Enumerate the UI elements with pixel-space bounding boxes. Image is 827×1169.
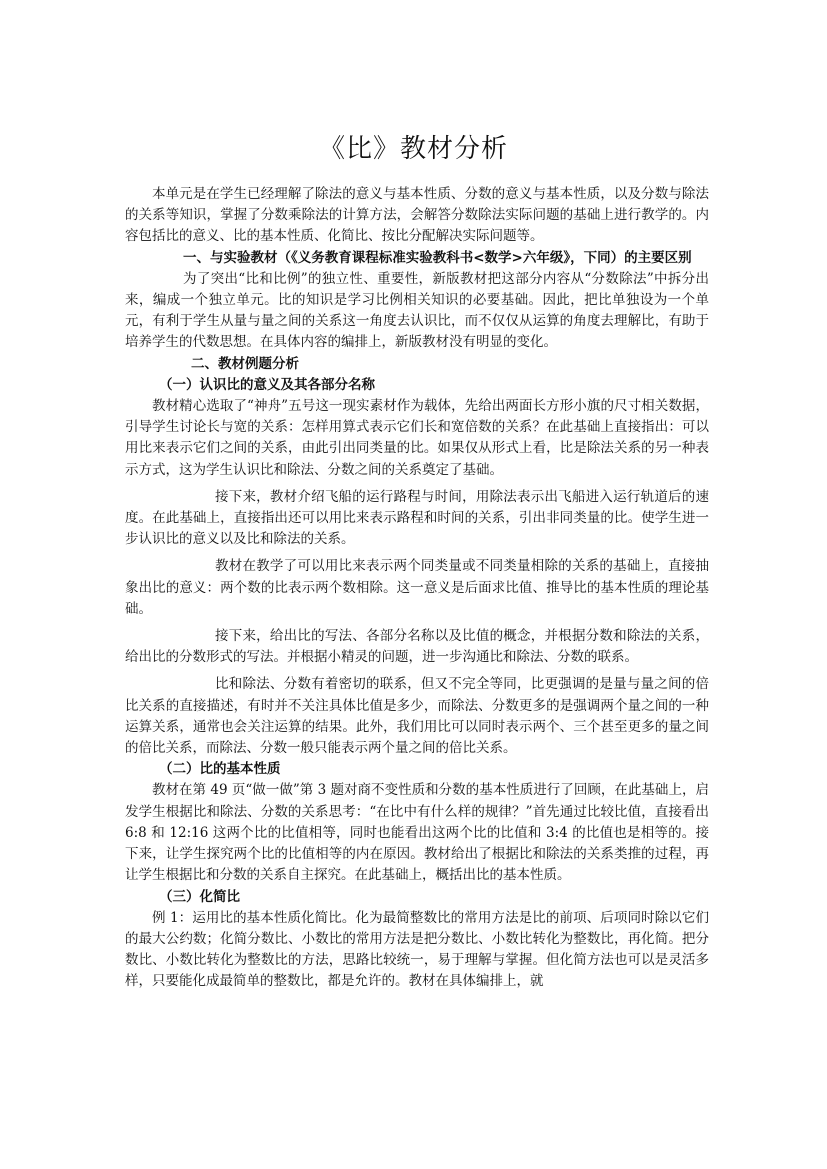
document-body [125,184,709,993]
subsection-1-heading: （一）认识比的意义及其各部分名称 [159,376,375,393]
intro-paragraph: 本单元是在学生已经理解了除法的意义与基本性质、分数的意义与基本性质，以及分数与除法的关系等知识，掌握了分数乘除法的计算方法，会解答分数除法实际问题的基础上进行教学的。内容包括比的意义、比的基本性质、化简比、按比分配解决实际问题等。 [125,186,709,245]
subsection-1-paragraph-1: 教材精心选取了“神舟”五号这一现实素材作为载体，先给出两面长方形小旗的尺寸相关数据，引导学生讨论长与宽的关系：怎样用算式表示它们长和宽倍数的关系？在此基础上直接指出：可以用比来表示它们之间的关系，由此引出同类量的比。如果仅从形式上看，比是除法关系的另一种表示方式，这为学生认识比和除法、分数之间的关系奠定了基础。 [125,398,709,478]
subsection-2-paragraph: 教材在第 49 页“做一做”第 3 题对商不变性质和分数的基本性质进行了回顾，在此基础上，启发学生根据比和除法、分数的关系思考：“在比中有什么样的规律？”首先通过比较比值，直接看出 6:8 和 12:16 这两个比的比值相等，同时也能看出这两个比的比值和 3:4 的比值也是相等的。接下来，让学生探究两个比的比值相等的内在原因。教材给出了根据比和除法的关系类推的过程，再让学生根据比和分数的关系自主探究。在此基础上，概括出比的基本性质。 [125,782,709,884]
subsection-1-paragraph-4: 接下来，给出比的写法、各部分名称以及比值的概念，并根据分数和除法的关系，给出比的分数形式的写法。并根据小精灵的问题，进一步沟通比和除法、分数的联系。 [125,628,709,666]
section-2-heading: 二、教材例题分析 [191,355,299,372]
subsection-3-paragraph: 例 1：运用比的基本性质化简比。化为最简整数比的常用方法是比的前项、后项同时除以它们的最大公约数；化简分数比、小数比的常用方法是把分数比、小数比转化为整数比，再化简。把分数比、小数比转化为整数比的方法，思路比较统一，易于理解与掌握。但化简方法也可以是灵活多样，只要能化成最简单的整数比，都是允许的。教材在具体编排上，就 [125,909,709,990]
subsection-1-paragraph-3: 教材在教学了可以用比来表示两个同类量或不同类量相除的关系的基础上，直接抽象出比的意义：两个数的比表示两个数相除。这一意义是后面求比值、推导比的基本性质的理论基础。 [125,558,709,617]
subsection-2-heading: （二）比的基本性质 [159,761,281,778]
section-1-heading: 一、与实验教材（《义务教育课程标准实验教科书<数学>六年级》，下同）的主要区别 [183,249,692,266]
page-title: 《比》教材分析 [318,134,508,164]
subsection-1-paragraph-2: 接下来，教材介绍飞船的运行路程与时间，用除法表示出飞船进入运行轨道后的速度。在此基础上，直接指出还可以用比来表示路程和时间的关系，引出非同类量的比。使学生进一步认识比的意义以及比和除法的关系。 [125,488,709,548]
subsection-1-paragraph-5: 比和除法、分数有着密切的联系，但又不完全等同，比更强调的是量与量之间的倍比关系的直接描述，有时并不关注具体比值是多少，而除法、分数更多的是强调两个量之间的一种运算关系，通常也会关注运算的结果。此外，我们用比可以同时表示两个、三个甚至更多的量之间的倍比关系，而除法、分数一般只能表示两个量之间的倍比关系。 [125,676,709,757]
subsection-3-heading: （三）化简比 [159,888,240,905]
section-1-paragraph: 为了突出“比和比例”的独立性、重要性，新版教材把这部分内容从“分数除法”中拆分出来，编成一个独立单元。比的知识是学习比例相关知识的必要基础。因此，把比单独设为一个单元，有利于学生从量与量之间的关系这一角度去认识比，而不仅仅从运算的角度去理解比，有助于培养学生的代数思想。在具体内容的编排上，新版教材没有明显的变化。 [125,270,709,351]
